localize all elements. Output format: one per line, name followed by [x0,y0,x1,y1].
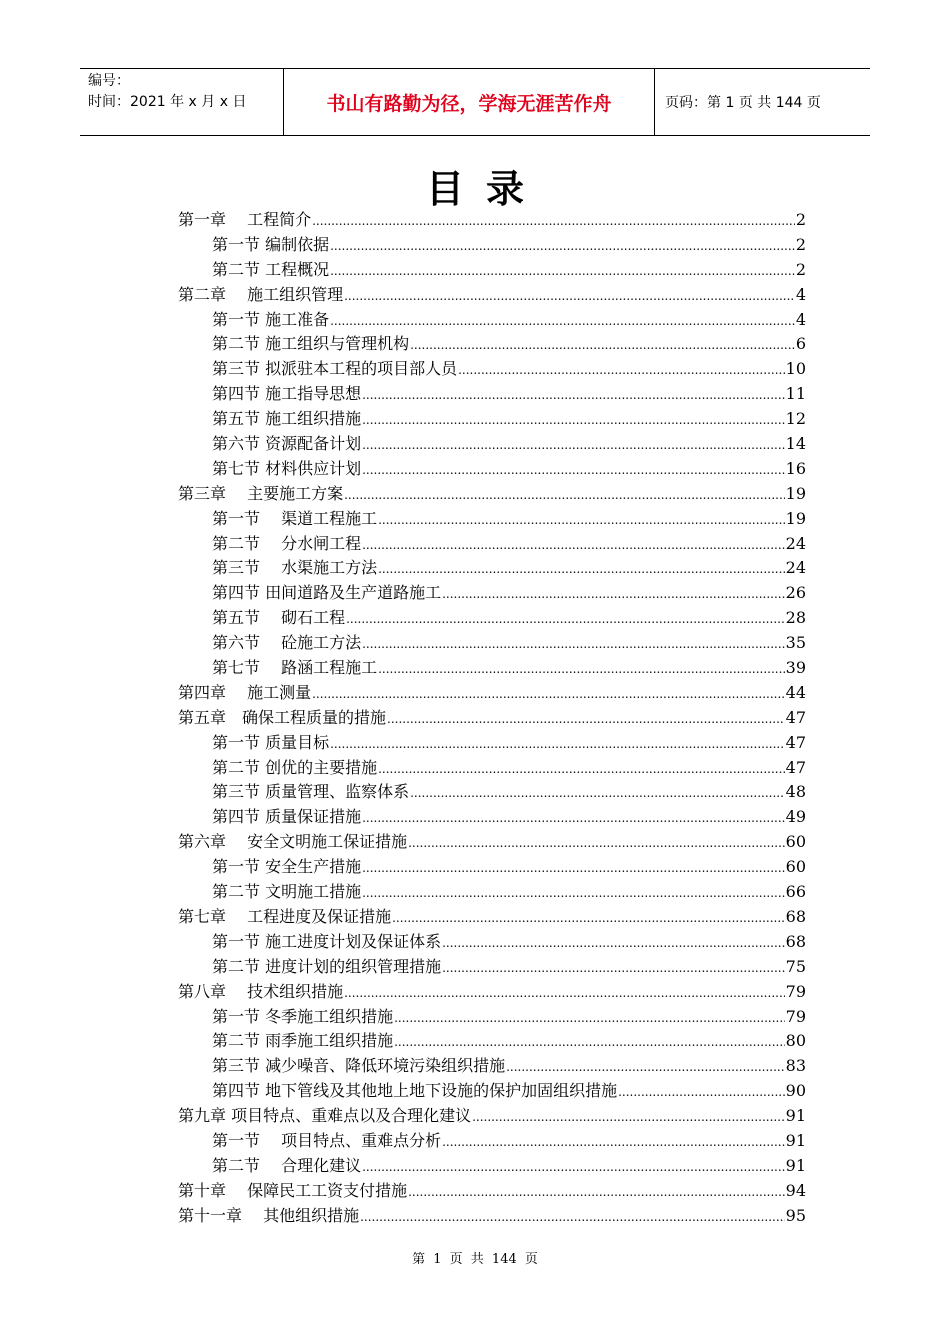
toc-entry-label: 第六节 砼施工方法 [212,633,362,653]
toc-entry-page: 75 [785,956,806,976]
toc-entry-label: 第四章 施工测量 [178,682,312,702]
toc-entry-label: 第二节 进度计划的组织管理措施 [212,956,442,976]
table-of-contents [178,208,806,1229]
toc-entry-page: 2 [795,210,806,229]
toc-entry-page: 47 [785,757,806,777]
toc-dot-leader [410,333,795,358]
toc-entry-label: 第四节 施工指导思想 [212,384,362,404]
toc-entry-label: 第二节 创优的主要措施 [212,757,378,777]
toc-dot-leader [362,533,785,558]
toc-entry-page: 94 [785,1180,806,1200]
toc-entry-page: 2 [795,259,806,279]
toc-dot-leader [346,607,785,632]
toc-entry-page: 47 [785,707,806,727]
toc-chapter-entry[interactable] [178,681,806,706]
toc-dot-leader [458,358,785,383]
toc-entry-page: 28 [785,608,806,628]
toc-dot-leader [360,1205,785,1230]
toc-entry-label: 第五节 施工组织措施 [212,409,362,429]
toc-section-entry[interactable] [178,1129,806,1154]
toc-chapter-entry[interactable] [178,980,806,1005]
toc-entry-label: 第二节 文明施工措施 [212,882,362,902]
toc-entry-page: 91 [785,1130,806,1150]
toc-section-entry[interactable] [178,407,806,432]
toc-entry-label: 第一节 冬季施工组织措施 [212,1006,394,1026]
toc-section-entry[interactable] [178,1154,806,1179]
toc-dot-leader [378,557,785,582]
toc-dot-leader [392,906,785,931]
toc-section-entry[interactable] [178,756,806,781]
toc-entry-page: 91 [785,1155,806,1175]
header-page-info: 页码：第 1 页 共 144 页 [665,95,821,111]
page-title: 目录 [425,167,546,211]
toc-chapter-entry[interactable] [178,1204,806,1229]
toc-section-entry[interactable] [178,631,806,656]
page-header [80,68,870,136]
toc-dot-leader [442,582,785,607]
toc-entry-label: 第一节 施工准备 [212,309,330,329]
toc-dot-leader [472,1105,785,1130]
toc-entry-label: 第四节 地下管线及其他地上地下设施的保护加固组织措施 [212,1081,618,1101]
toc-dot-leader [330,259,795,284]
toc-dot-leader [618,1080,785,1105]
toc-entry-label: 第二章 施工组织管理 [178,284,344,304]
toc-section-entry[interactable] [178,805,806,830]
toc-chapter-entry[interactable] [178,1179,806,1204]
toc-section-entry[interactable] [178,1005,806,1030]
toc-dot-leader [362,383,785,408]
toc-entry-page: 19 [785,508,806,528]
toc-entry-page: 44 [785,682,806,702]
page-footer: 第 1 页 共 144 页 [412,1252,538,1267]
header-meta [80,69,283,135]
document-date-label: 时间：2021 年 x 月 x 日 [88,94,247,110]
toc-entry-page: 19 [785,483,806,503]
toc-chapter-entry[interactable] [178,830,806,855]
toc-section-entry[interactable] [178,308,806,333]
toc-dot-leader [330,234,795,259]
toc-entry-page: 83 [785,1056,806,1076]
toc-entry-page: 60 [785,832,806,852]
toc-dot-leader [362,458,785,483]
toc-entry-label: 第八章 技术组织措施 [178,981,344,1001]
toc-chapter-entry[interactable] [178,706,806,731]
toc-entry-page: 16 [785,458,806,478]
toc-entry-label: 第二节 分水闸工程 [212,533,362,553]
toc-dot-leader [362,881,785,906]
toc-dot-leader [362,632,785,657]
toc-entry-label: 第四节 田间道路及生产道路施工 [212,583,442,603]
toc-dot-leader [442,956,785,981]
toc-entry-label: 第七章 工程进度及保证措施 [178,906,392,926]
toc-entry-label: 第一节 项目特点、重难点分析 [212,1130,442,1150]
toc-entry-label: 第十一章 其他组织措施 [178,1205,360,1225]
toc-section-entry[interactable] [178,532,806,557]
toc-section-entry[interactable] [178,1079,806,1104]
toc-dot-leader [312,682,785,707]
toc-entry-page: 14 [785,434,806,454]
toc-section-entry[interactable] [178,432,806,457]
toc-chapter-entry[interactable] [178,482,806,507]
toc-entry-page: 68 [785,931,806,951]
toc-dot-leader [362,433,785,458]
toc-entry-page: 95 [785,1205,806,1225]
toc-entry-label: 第一节 质量目标 [212,732,330,752]
toc-dot-leader [387,707,785,732]
toc-dot-leader [362,408,785,433]
toc-dot-leader [330,732,785,757]
toc-entry-label: 第六节 资源配备计划 [212,434,362,454]
toc-entry-page: 60 [785,857,806,877]
toc-section-entry[interactable] [178,258,806,283]
toc-section-entry[interactable] [178,880,806,905]
toc-entry-page: 90 [785,1081,806,1101]
toc-section-entry[interactable] [178,556,806,581]
toc-section-entry[interactable] [178,780,806,805]
toc-dot-leader [378,508,785,533]
toc-entry-page: 47 [785,732,806,752]
toc-entry-page: 6 [795,334,806,354]
toc-section-entry[interactable] [178,332,806,357]
toc-entry-label: 第三节 减少噪音、降低环境污染组织措施 [212,1056,506,1076]
toc-entry-page: 48 [785,782,806,802]
toc-chapter-entry[interactable] [178,1104,806,1129]
toc-entry-page: 91 [785,1106,806,1126]
toc-entry-label: 第三节 质量管理、监察体系 [212,782,410,802]
header-motto: 书山有路勤为径，学海无涯苦作舟 [283,69,655,135]
toc-dot-leader [362,1155,785,1180]
toc-entry-label: 第一章 工程简介 [178,210,312,229]
toc-section-entry[interactable] [178,955,806,980]
toc-dot-leader [394,1030,785,1055]
toc-section-entry[interactable] [178,457,806,482]
toc-entry-label: 第一节 安全生产措施 [212,857,362,877]
toc-section-entry[interactable] [178,382,806,407]
toc-dot-leader [442,1130,785,1155]
toc-entry-page: 35 [785,633,806,653]
toc-entry-label: 第二节 施工组织与管理机构 [212,334,410,354]
toc-entry-label: 第二节 工程概况 [212,259,330,279]
toc-dot-leader [408,1180,785,1205]
toc-entry-page: 24 [785,558,806,578]
toc-section-entry[interactable] [178,581,806,606]
toc-dot-leader [506,1055,785,1080]
toc-section-entry[interactable] [178,855,806,880]
toc-entry-label: 第七节 材料供应计划 [212,458,362,478]
toc-dot-leader [362,806,785,831]
toc-entry-page: 24 [785,533,806,553]
toc-entry-label: 第一节 施工进度计划及保证体系 [212,931,442,951]
toc-entry-page: 10 [785,359,806,379]
toc-chapter-entry[interactable] [178,905,806,930]
toc-entry-label: 第四节 质量保证措施 [212,807,362,827]
toc-entry-page: 66 [785,882,806,902]
toc-section-entry[interactable] [178,606,806,631]
toc-entry-page: 4 [795,309,806,329]
toc-entry-page: 49 [785,807,806,827]
toc-dot-leader [344,284,795,309]
toc-entry-page: 4 [795,284,806,304]
toc-entry-label: 第三章 主要施工方案 [178,483,344,503]
toc-dot-leader [408,831,785,856]
toc-entry-label: 第二节 合理化建议 [212,1155,362,1175]
toc-entry-label: 第十章 保障民工工资支付措施 [178,1180,408,1200]
toc-section-entry[interactable] [178,656,806,681]
toc-entry-page: 26 [785,583,806,603]
toc-dot-leader [378,657,785,682]
toc-dot-leader [442,931,785,956]
toc-entry-label: 第一节 渠道工程施工 [212,508,378,528]
toc-section-entry[interactable] [178,1054,806,1079]
toc-entry-page: 39 [785,658,806,678]
toc-entry-label: 第一节 编制依据 [212,234,330,254]
toc-dot-leader [312,209,795,234]
toc-entry-label: 第三节 水渠施工方法 [212,558,378,578]
toc-dot-leader [344,981,785,1006]
toc-chapter-entry[interactable] [178,283,806,308]
toc-entry-page: 79 [785,981,806,1001]
toc-entry-label: 第二节 雨季施工组织措施 [212,1031,394,1051]
toc-dot-leader [410,781,785,806]
toc-entry-page: 80 [785,1031,806,1051]
toc-dot-leader [394,1006,785,1031]
toc-section-entry[interactable] [178,507,806,532]
toc-section-entry[interactable] [178,1029,806,1054]
toc-entry-page: 79 [785,1006,806,1026]
toc-entry-label: 第五章 确保工程质量的措施 [178,707,387,727]
toc-section-entry[interactable] [178,731,806,756]
toc-section-entry[interactable] [178,233,806,258]
toc-entry-label: 第三节 拟派驻本工程的项目部人员 [212,359,458,379]
toc-section-entry[interactable] [178,357,806,382]
toc-entry-label: 第九章 项目特点、重难点以及合理化建议 [178,1106,472,1126]
toc-dot-leader [344,483,785,508]
toc-dot-leader [362,856,785,881]
toc-entry-page: 12 [785,409,806,429]
toc-entry-label: 第六章 安全文明施工保证措施 [178,832,408,852]
toc-entry-label: 第七节 路涵工程施工 [212,658,378,678]
toc-section-entry[interactable] [178,930,806,955]
toc-entry-page: 68 [785,906,806,926]
toc-dot-leader [330,309,795,334]
toc-entry-label: 第五节 砌石工程 [212,608,346,628]
toc-entry-page: 2 [795,234,806,254]
toc-dot-leader [378,757,785,782]
toc-chapter-entry[interactable] [178,208,806,233]
toc-entry-page: 11 [785,384,806,404]
document-number-label: 编号： [88,73,130,89]
